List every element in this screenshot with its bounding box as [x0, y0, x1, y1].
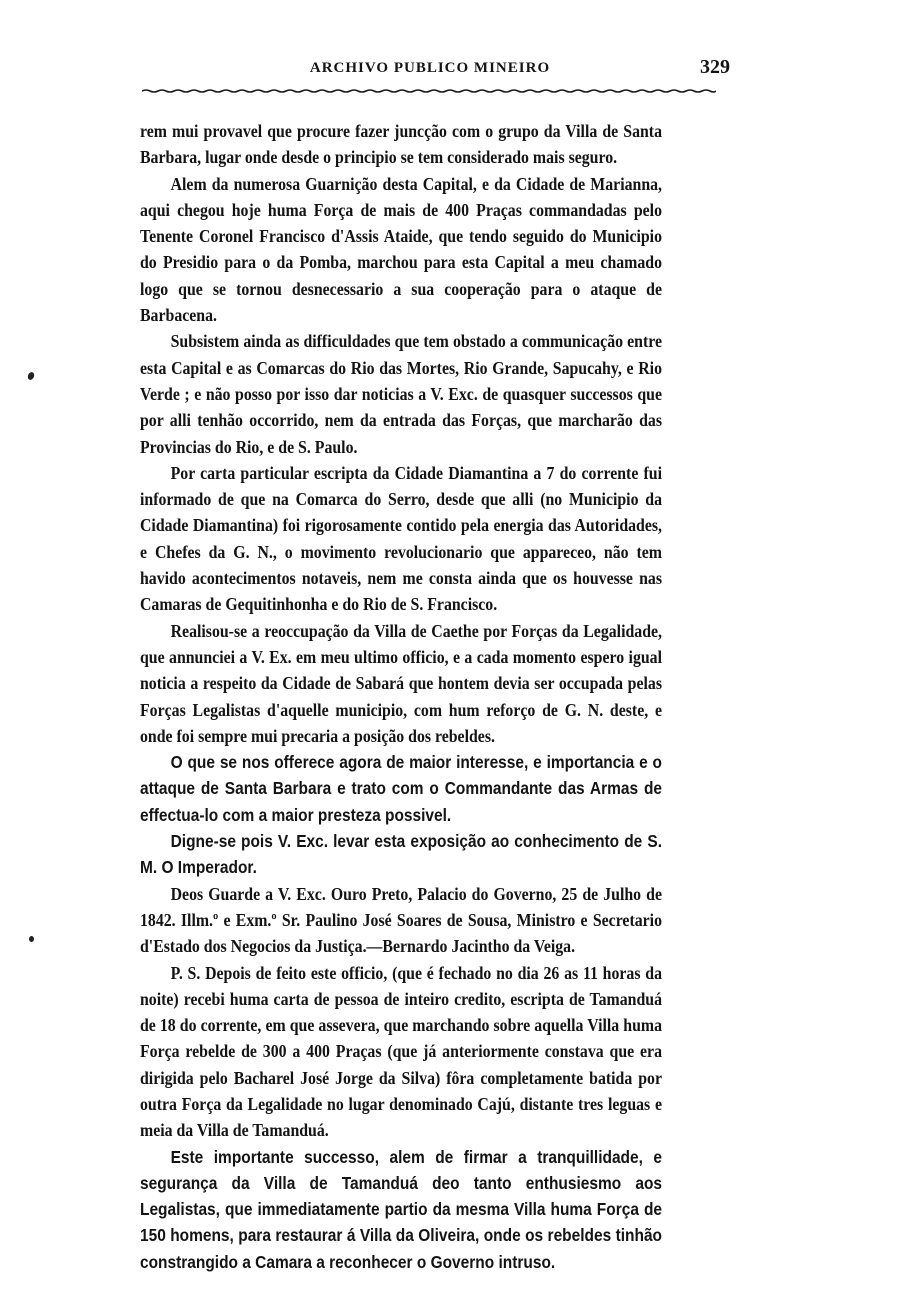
paragraph-4: Por carta particular escripta da Cidade Diamantina a 7 do corrente fui informado de que na Comarca do Serro, desde que alli (no Municipio da Cidade Diamantina) foi rigorosamente contido pela energia das Autoridades, e Chefes da G. N., o movimento revolucionario que appareceo, não tem havido acontecimentos notaveis, nem me consta ainda que os houvesse nas Camaras de Gequitinhonha e do Rio de S. Francisco. — [140, 462, 662, 615]
page-number: 329 — [700, 56, 730, 78]
paragraph-9: P. S. Depois de feito este officio, (que é fechado no dia 26 as 11 horas da noite) recebi huma carta de pessoa de inteiro credito, escripta de Tamanduá de 18 do corrente, em que assevera, que marchando sobre aquella Villa huma Força rebelde de 300 a 400 Praças (que já anteriormente constava que era dirigida pelo Bacharel José Jorge da Silva) fôra completamente batida por outra Força da Legalidade no lugar denominado Cajú, distante tres leguas e meia da Villa de Tamanduá. — [140, 962, 662, 1141]
document-body — [140, 118, 662, 1275]
paragraph-1: rem mui provavel que procure fazer juncção com o grupo da Villa de Santa Barbara, lugar onde desde o principio se tem considerado mais seguro. — [140, 121, 662, 168]
paragraph-5: Realisou-se a reoccupação da Villa de Caethe por Forças da Legalidade, que annunciei a V. Ex. em meu ultimo officio, e a cada momento espero igual noticia a respeito da Cidade de Sabará que hontem devia ser occupada pelas Forças Legalistas d'aquelle municipio, com hum reforço de G. N. deste, e onde foi sempre mui precaria a posição dos rebeldes. — [140, 620, 662, 746]
paragraph-3: Subsistem ainda as difficuldades que tem obstado a communicação entre esta Capital e as Comarcas do Rio das Mortes, Rio Grande, Sapucahy, e Rio Verde ; e não posso por isso dar noticias a V. Exc. de quasquer successos que por alli tenhão occorrido, nem da entrada das Forças, que marcharão das Provincias do Rio, e de S. Paulo. — [140, 331, 662, 457]
paragraph-10: Este importante successo, alem de firmar a tranquillidade, e segurança da Villa de Tamanduá deo tanto enthusiesmo aos Legalistas, que immediatamente partio da mesma Villa huma Força de 150 homens, para restaurar á Villa da Oliveira, onde os rebeldes tinhão constrangido a Camara a reconhecer o Governo intruso. — [140, 1146, 662, 1272]
paragraph-6: O que se nos offerece agora de maior interesse, e importancia e o attaque de Santa Barbara e trato com o Commandante das Armas de effectua-lo com a maior presteza possivel. — [140, 752, 662, 825]
ink-speck — [27, 371, 36, 381]
ink-speck — [29, 936, 34, 942]
paragraph-7: Digne-se pois V. Exc. levar esta exposição ao conhecimento de S. M. O Imperador. — [140, 831, 662, 878]
paragraph-2: Alem da numerosa Guarnição desta Capital, e da Cidade de Marianna, aqui chegou hoje huma Força de mais de 400 Praças commandadas pelo Tenente Coronel Francisco d'Assis Ataide, que tendo seguido do Municipio do Presidio para o da Pomba, marchou para esta Capital a meu chamado logo que se tornou desnecessario a sua cooperação para o ataque de Barbacena. — [140, 173, 662, 326]
running-title: ARCHIVO PUBLICO MINEIRO — [309, 60, 551, 76]
page-header — [140, 58, 740, 88]
paragraph-8: Deos Guarde a V. Exc. Ouro Preto, Palacio do Governo, 25 de Julho de 1842. Illm.º e Exm.º Sr. Paulino José Soares de Sousa, Ministro e Secretario d'Estado dos Negocios da Justiça.—Bernardo Jacintho da Veiga. — [140, 883, 662, 957]
header-rule — [142, 89, 716, 93]
